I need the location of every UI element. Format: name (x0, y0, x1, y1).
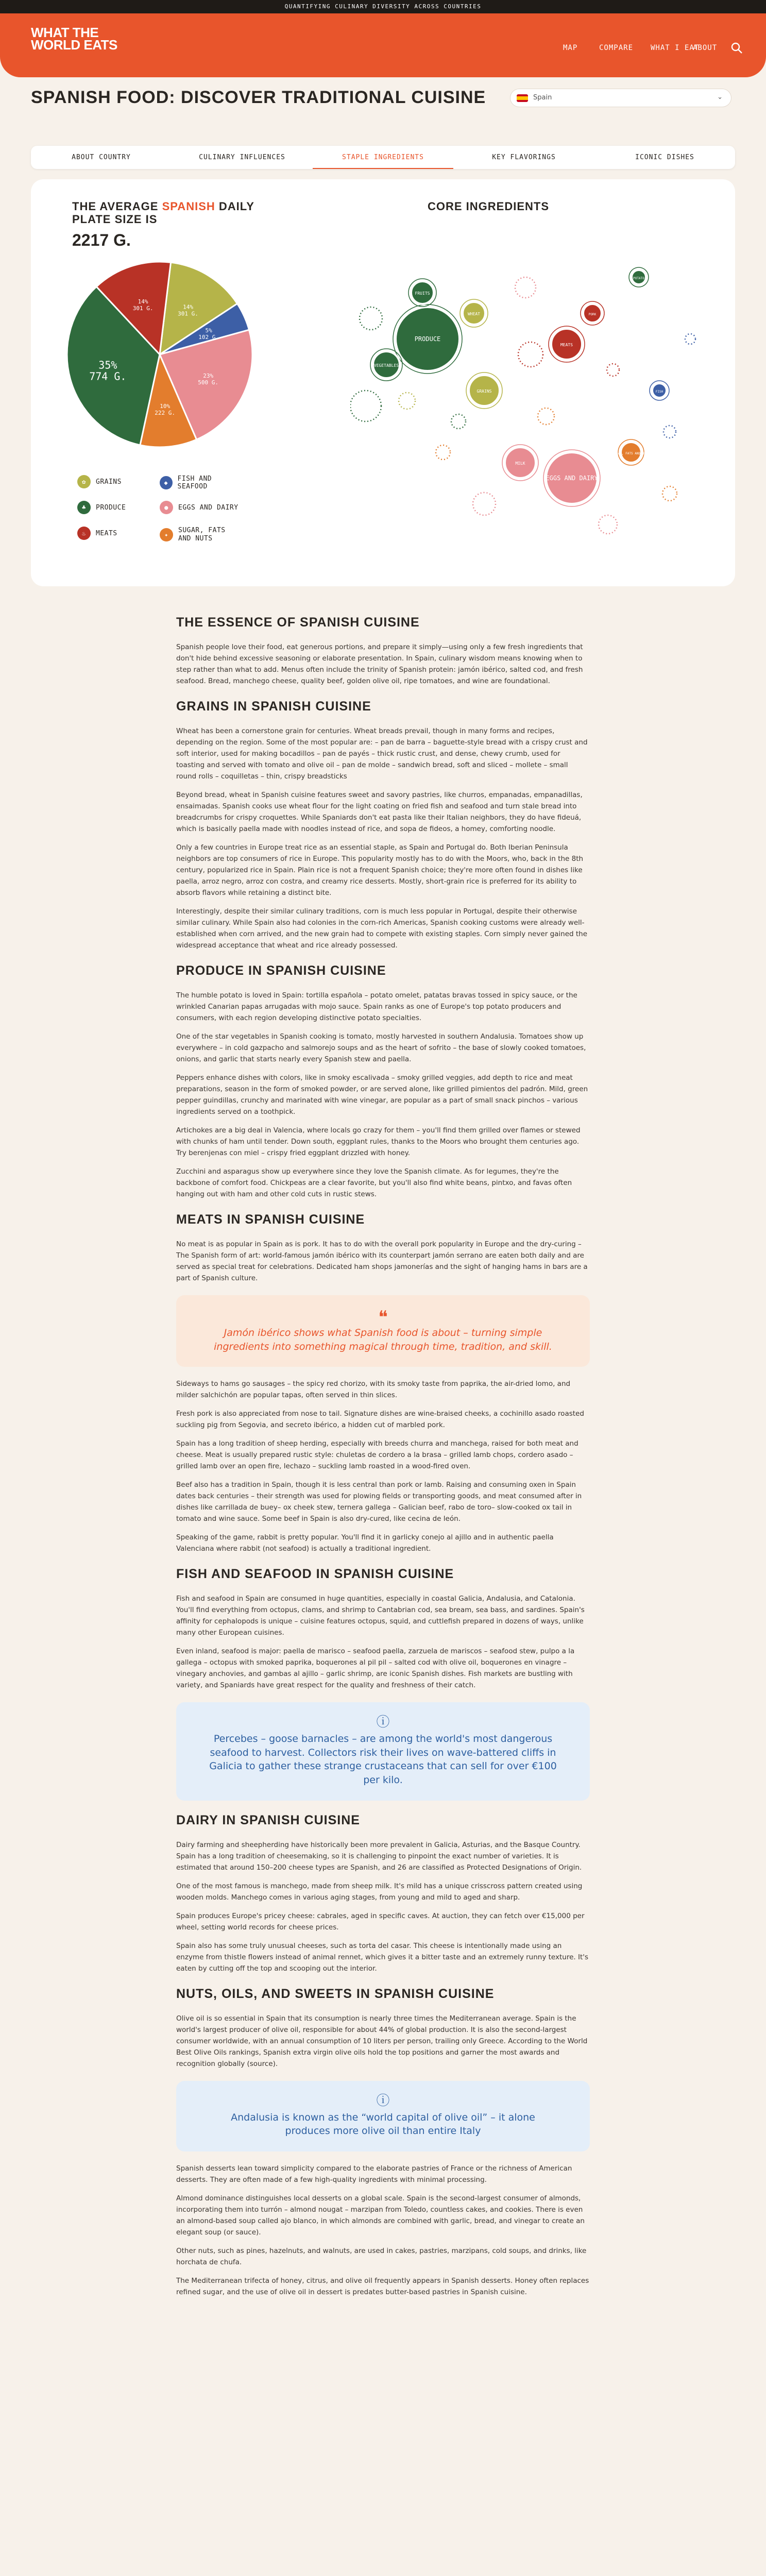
announcement-bar (0, 0, 766, 13)
decorative-bubble (451, 414, 466, 429)
ingredient-bubble-produce[interactable] (393, 304, 462, 374)
nav-what-i-eat[interactable]: WHAT I EAT (651, 44, 700, 52)
heading-produce: PRODUCE IN SPANISH CUISINE (176, 963, 386, 978)
quote-mark-icon: ❝ (378, 1307, 388, 1328)
ingredient-bubble-fish[interactable] (650, 381, 669, 400)
egg-icon: ● (160, 501, 173, 514)
paragraph: Even inland, seafood is major: paella de marisco – seafood paella, zarzuela de mariscos – seafood stew, pulpo a la gallega – octopus with smoked paprika, boquerones al pil pil – salted cod with olive oil, boquerones en vinagre – vinegary anchovies, and gambas al ajillo – garlic shrimp, are iconic Spanish dishes. Fish markets are bustling with variety, and Spaniards have great respect for the quality and freshness of their catch. (176, 1647, 575, 1690)
tab-staple-ingredients[interactable]: STAPLE INGREDIENTS (313, 146, 453, 169)
decorative-bubble (473, 493, 496, 515)
paragraph: Spain produces Europe's pricey cheese: cabrales, aged in specific caves. At auction, they can fetch over €15,000 per wheel, setting world records for cheese prices. (176, 1911, 585, 1931)
heading-fish: FISH AND SEAFOOD IN SPANISH CUISINE (176, 1567, 454, 1582)
ingredient-bubble-potato[interactable] (629, 267, 649, 287)
pie-label: 14% 301 G. (132, 298, 154, 312)
decorative-bubble (350, 391, 381, 421)
ingredient-bubble-pork[interactable] (581, 301, 604, 325)
pie-label: 23% 500 G. (198, 372, 219, 386)
nav-map[interactable]: MAP (563, 44, 578, 52)
site-header (0, 13, 766, 77)
paragraph: Peppers enhance dishes with colors, like in smoky escalivada – smoky grilled veggies, add depth to rice and meat preparations, season in the form of smoked powder, or are served alone, like grilled pimientos del padrón. Mild, green pepper guindillas, crunchy and marinated with wine vinegar, are popular as a part of small snack pinchos – various ingredients served on a toothpick. (176, 1074, 588, 1116)
core-ingredients-title: CORE INGREDIENTS (428, 200, 550, 213)
nav-about[interactable]: ABOUT (693, 44, 718, 52)
svg-text:FISH: FISH (655, 390, 663, 394)
legend-grains: ✿ GRAINS (77, 475, 122, 488)
pie-legend (72, 468, 242, 566)
svg-text:EGGS AND DAIRY: EGGS AND DAIRY (546, 474, 598, 482)
svg-text:WHEAT: WHEAT (467, 312, 481, 316)
heading-grains: GRAINS IN SPANISH CUISINE (176, 699, 371, 714)
country-select[interactable] (510, 89, 731, 107)
paragraph: Beyond bread, wheat in Spanish cuisine features sweet and savory pastries, like churros, empanadas, empanadillas, ensaimadas. Spanish cooks use wheat flour for the light coating on fried fish and seafood and turn stale bread into breadcrumbs for crispy croquettes. While Spaniards don't eat pasta like their Italian neighbors, they do have fideuá, which is basically paella made with noodles instead of rice, and sopa de fideos, a homey, comforting noodle. (176, 791, 583, 833)
paragraph: The Mediterranean trifecta of honey, citrus, and olive oil frequently appears in Spanish desserts. Honey often replaces refined sugar, and the use of olive oil in dessert is predates butter-based pastries in Spanish cuisine. (176, 2276, 589, 2296)
ingredient-bubble-vegetables[interactable] (370, 349, 402, 381)
ingredient-bubble-grains[interactable] (466, 372, 502, 409)
chevron-down-icon: ⌄ (717, 93, 723, 101)
plate-title: THE AVERAGE SPANISH DAILY PLATE SIZE IS (72, 200, 254, 226)
plate-pie-chart (62, 257, 258, 452)
plate-size-value: 2217 G. (72, 231, 131, 249)
carrot-icon: ♣ (77, 501, 91, 514)
paragraph: Wheat has been a cornerstone grain for centuries. Wheat breads prevail, though in many forms and recipes, depending on the region. Some of the most popular are: – pan de barra – baguette-style bread with a crispy crust and soft interior, used for making bocadillos – pan de payés – thick rustic crust, and dense, chewy crumb, used for toasting and served with tomato and olive oil – pan de molde – sandwich bread, soft and sliced – mollete – small round rolls – coquilletas – thin, crispy breadsticks (176, 727, 588, 781)
paragraph: Spanish desserts lean toward simplicity compared to the elaborate pastries of France or the richness of American desserts. They are often made of a few high-quality ingredients with minimal processing. (176, 2164, 572, 2184)
decorative-bubble (538, 408, 554, 425)
paragraph: Sideways to hams go sausages – the spicy red chorizo, with its smoky taste from paprika, the air-dried lomo, and milder salchichón are popular tapas, often served in thin slices. (176, 1380, 571, 1400)
paragraph: Interestingly, despite their similar culinary traditions, corn is much less popular in Portugal, despite their otherwise similar culinary. While Spain also had colonies in the corn-rich Americas, Spanish cooking customs were already well-established when corn arrived, and the new grain had to compete with existing staples. Corn simply never gained the widespread acceptance that wheat and rice already possessed. (176, 907, 588, 950)
quote-andalusia: ⓘ Andalusia is known as the “world capital of olive oil” – it alone produces more olive oil than entire Italy (176, 2081, 590, 2151)
ingredient-bubble-fruits[interactable] (408, 279, 436, 307)
decorative-bubble (360, 307, 382, 330)
decorative-bubble (599, 515, 617, 534)
nut-icon: ✦ (160, 528, 173, 541)
legend-sugar-fats-nuts: ✦ SUGAR, FATS AND NUTS (160, 527, 237, 543)
paragraph: The humble potato is loved in Spain: tortilla española – potato omelet, patatas bravas tossed in spicy sauce, or the wrinkled Canarian papas arrugadas with mojo sauce. Spain ranks as one of Europe's top potato producers and consumers, with each region developing distinctive potato specialties. (176, 991, 577, 1022)
paragraph: Beef also has a tradition in Spain, though it is less central than pork or lamb. Raising and consuming oxen in Spain dates back centuries – their strength was used for plowing fields or transporting goods, and meat consumed after in dishes like carrillada de buey– ox cheek stew, ternera gallega – Galician beef, rabo de toro– slow-cooked ox tail in tomato and wine sauce. Some beef in Spain is also dry-cured, like cecina de león. (176, 1481, 582, 1523)
info-icon: ⓘ (376, 1715, 390, 1731)
paragraph: Speaking of the game, rabbit is pretty popular. You'll find it in garlicky conejo al ajillo and in authentic paella Valenciana where rabbit (not seafood) is actually a traditional ingredient. (176, 1533, 554, 1553)
svg-text:FRUITS: FRUITS (415, 291, 430, 296)
tab-bar (31, 146, 735, 169)
tab-culinary-influences[interactable]: CULINARY INFLUENCES (199, 154, 285, 161)
svg-text:PRODUCE: PRODUCE (414, 335, 441, 343)
spain-flag-icon (517, 94, 528, 102)
fish-icon: ◆ (160, 476, 173, 489)
svg-text:POTATO: POTATO (633, 277, 644, 280)
ingredient-bubble-wheat[interactable] (460, 299, 488, 327)
meat-icon: ♨ (77, 527, 91, 540)
decorative-bubble (436, 445, 450, 460)
staple-ingredients-panel (31, 179, 735, 586)
site-logo[interactable]: WHAT THE WORLD EATS (31, 25, 117, 53)
ingredient-bubble-chart (350, 236, 721, 566)
paragraph: Zucchini and asparagus show up everywhere since they love the Spanish climate. As for legumes, they're the backbone of comfort food. Chickpeas are a clear favorite, but you'll also find white beans, pintxo, and favas often hanging out with ham and other cold cuts in rustic stews. (176, 1167, 572, 1198)
paragraph: One of the most famous is manchego, made from sheep milk. It's mild has a unique crisscross pattern created using wooden molds. Manchego comes in various aging stages, from young and mild to aged and sharp. (176, 1882, 583, 1902)
paragraph: Artichokes are a big deal in Valencia, where locals go crazy for them – you'll find them grilled over flames or stewed with chunks of ham until tender. Down south, eggplant rules, thanks to the Moors who brought them centuries ago. Try berenjenas con miel – crispy fried eggplant drizzled with honey. (176, 1126, 581, 1157)
decorative-bubble (662, 486, 677, 501)
ingredient-bubble-meats[interactable] (549, 326, 585, 362)
svg-text:GRAINS: GRAINS (476, 389, 492, 394)
pie-label: 10% 222 G. (155, 402, 176, 416)
heading-meats: MEATS IN SPANISH CUISINE (176, 1212, 365, 1227)
paragraph: Fish and seafood in Spain are consumed in huge quantities, especially in coastal Galicia, Andalusia, and Catalonia. You'll find everything from octopus, clams, and shrimp to Cantabrian cod, sea bream, sea bass, and sardines. Spain's affinity for cephalopods is unique – cuisine features octopus, squid, and cuttlefish prepared in dozens of ways, unlike many other European cuisines. (176, 1595, 585, 1637)
paragraph: Dairy farming and sheepherding have historically been more prevalent in Galicia, Asturias, and the Basque Country. Spain has a long tradition of cheesemaking, so it is challenging to pinpoint the exact number of varieties. It is estimated that around 150–200 cheese types are Spanish, and 26 are classified as Protected Designations of Origin. (176, 1840, 582, 1872)
tab-iconic-dishes[interactable]: ICONIC DISHES (635, 154, 694, 161)
paragraph: Olive oil is so essential in Spain that its consumption is nearly three times the Mediterranean average. Spain is the world's largest producer of olive oil, responsible for about 44% of global production. It is also the second-largest consumer worldwide, with an annual consumption of 10 liters per person, trailing only Greece. According to the World Best Olive Oils rankings, Spanish extra virgin olive oils hold the top positions and garner the most awards and recognition globally (source). (176, 2014, 588, 2068)
pie-label: 14% 301 G. (178, 303, 198, 317)
decorative-bubble (685, 334, 695, 344)
legend-produce: ♣ PRODUCE (77, 501, 126, 514)
decorative-bubble (607, 364, 619, 376)
heading-essence: THE ESSENCE OF SPANISH CUISINE (176, 615, 420, 630)
quote-jamon: ❝ Jamón ibérico shows what Spanish food is about – turning simple ingredients into something magical through time, tradition, and skill. (176, 1295, 590, 1367)
page-title: SPANISH FOOD: DISCOVER TRADITIONAL CUISINE (31, 88, 486, 107)
nav-compare[interactable]: COMPARE (599, 44, 634, 52)
paragraph: Fresh pork is also appreciated from nose to tail. Signature dishes are wine-braised cheeks, a cochinillo asado roasted suckling pig from Segovia, and secreto ibérico, a hidden cut of marbled pork. (176, 1410, 584, 1430)
paragraph: One of the star vegetables in Spanish cooking is tomato, mostly harvested in southern Andalusia. Tomatoes show up everywhere – in cold gazpacho and salmorejo soups and as the heart of sofrito – the base of slowly cooked tomatoes, onions, and garlic that starts nearly every Spanish stew and paella. (176, 1032, 586, 1063)
svg-text:SUGAR, FATS AND NUTS: SUGAR, FATS AND NUTS (612, 452, 650, 455)
paragraph: Other nuts, such as pines, hazelnuts, and walnuts, are used in cakes, pastries, marzipans, cold soups, and drinks, like horchata de chufa. (176, 2246, 587, 2266)
pie-label: 5% 102 G. (198, 327, 219, 341)
country-select-value: Spain (533, 94, 552, 101)
decorative-bubble (663, 426, 676, 438)
paragraph: Only a few countries in Europe treat rice as an essential staple, as Spain and Portugal do. Both Iberian Peninsula neighbors are top consumers of rice in Europe. This popularity mostly has to do with the Moors, who, back in the 8th century, popularized rice in Spain. Plain rice is not a frequent Spanish choice; they're more often found in dishes like paella, arroz negro, arroz con costra, and creamy rice desserts. Mostly, short-grain rice is preferred for its ability to absorb flavors while retaining a distinct bite. (176, 843, 584, 897)
legend-fish-and-seafood: ◆ FISH AND SEAFOOD (160, 475, 242, 490)
svg-text:MILK: MILK (515, 461, 525, 466)
svg-text:VEGETABLES: VEGETABLES (373, 363, 399, 368)
ingredient-bubble-eggs-and-dairy[interactable] (543, 450, 600, 506)
svg-text:PORK: PORK (588, 313, 597, 316)
paragraph: Spain has a long tradition of sheep herding, especially with breeds churra and manchega, raised for both meat and cheese. Meat is usually prepared rustic style: chuletas de cordero a la brasa – grilled lamb chops, cordero asado – grilled lamb over an open fire, lechazo – suckling lamb roasted in a wood-fired oven. (176, 1439, 578, 1471)
paragraph: Almond dominance distinguishes local desserts on a global scale. Spain is the second-largest consumer of almonds, incorporating them into turrón – almond nougat – marzipan from Toledo, countless cakes, and cookies. There is even an almond-based soup called ajo blanco, in which almonds are combined with garlic, bread, and vinegar to create an elegant soup (or sauce). (176, 2194, 585, 2236)
paragraph: Spain also has some truly unusual cheeses, such as torta del casar. This cheese is intentionally made using an enzyme from thistle flowers instead of animal rennet, which gives it a bitter taste and an extremely runny texture. It's eaten by cutting off the top and scooping out the interior. (176, 1941, 588, 1973)
decorative-bubble (399, 393, 415, 409)
legend-eggs-and-dairy: ● EGGS AND DAIRY (160, 501, 239, 514)
legend-meats: ♨ MEATS (77, 527, 117, 540)
svg-text:MEATS: MEATS (560, 343, 573, 347)
pie-label: 35% 774 G. (89, 359, 127, 383)
decorative-bubble (518, 342, 543, 367)
info-icon: ⓘ (376, 2093, 390, 2109)
search-icon[interactable] (730, 42, 743, 54)
article-body (176, 603, 590, 2305)
ingredient-bubble-milk[interactable] (502, 445, 538, 481)
tab-key-flavorings[interactable]: KEY FLAVORINGS (492, 154, 556, 161)
quote-percebes: ⓘ Percebes – goose barnacles – are among the world's most dangerous seafood to harvest. Collectors risk their lives on wave-battered cliffs in Galicia to gather these strange crustaceans that can sell for over €100 per kilo. (176, 1702, 590, 1800)
wheat-icon: ✿ (77, 475, 91, 488)
decorative-bubble (515, 277, 536, 298)
ingredient-bubble-sugar-fats-and-nuts[interactable] (612, 439, 650, 465)
heading-nuts: NUTS, OILS, AND SWEETS IN SPANISH CUISINE (176, 1986, 495, 2001)
paragraph: Spanish people love their food, eat generous portions, and prepare it simply—using only a few fresh ingredients that don't hide behind excessive seasoning or elaborate presentation. In Spain, culinary wisdom means knowing when to step rather than what to add. Menus often include the trinity of Spanish protein: jamón ibérico, salted cod, and fresh seafood. Bread, manchego cheese, quality beef, golden olive oil, ripe tomatoes, and wine are foundational. (176, 643, 583, 685)
tab-about-country[interactable]: ABOUT COUNTRY (72, 154, 131, 161)
heading-dairy: DAIRY IN SPANISH CUISINE (176, 1812, 360, 1827)
announcement-text: QUANTIFYING CULINARY DIVERSITY ACROSS COUNTRIES (284, 3, 482, 10)
paragraph: No meat is as popular in Spain as is pork. It has to do with the overall pork popularity in Europe and the dry-curing – The Spanish form of art: world-famous jamón ibérico with its counterpart jamón serrano are eaten both daily and are served as special treat for celebrations. Dedicated ham shops jamonerías and the sight of hanging hams in bars are a part of Spanish culture. (176, 1240, 588, 1282)
